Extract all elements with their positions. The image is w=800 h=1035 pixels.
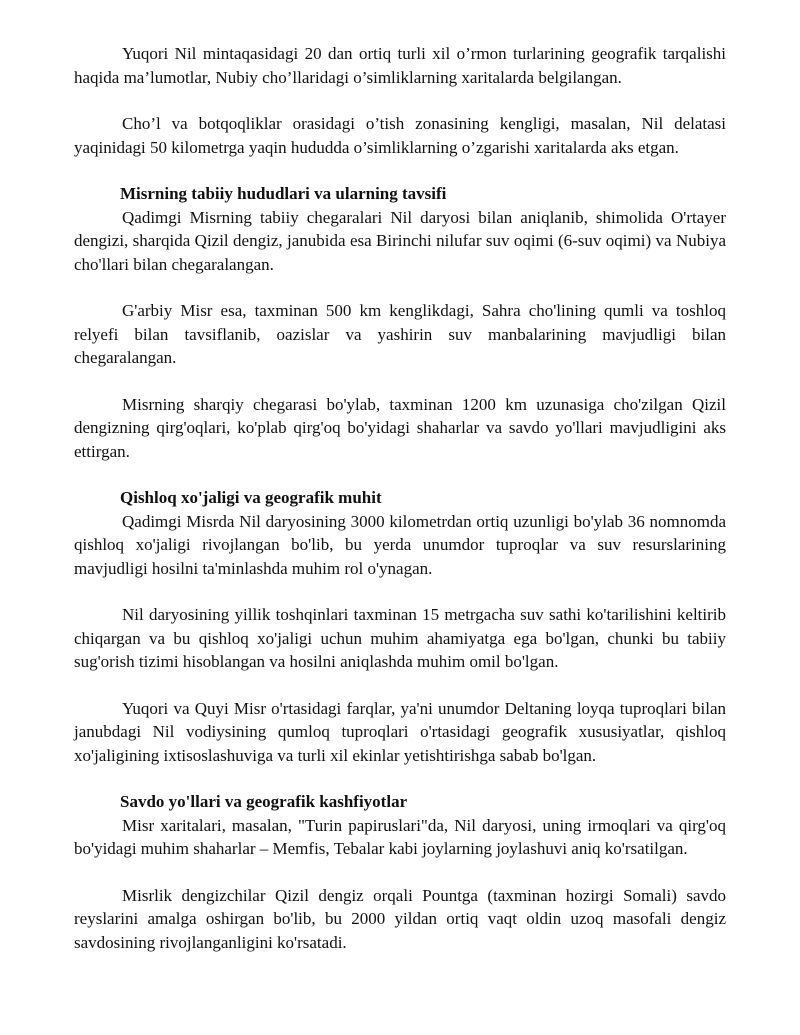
paragraph-natural-borders: Qadimgi Misrning tabiiy chegaralari Nil daryosi bilan aniqlanib, shimolida O'rtayer dengizi, sharqida Qizil dengiz, janubida esa Birinchi nilufar suv oqimi (6-suv oqimi) va Nubiya cho'llari bilan chegaralangan. [74, 207, 726, 274]
section-heading-agriculture: Qishloq xo'jaligi va geografik muhit [120, 488, 382, 507]
paragraph-eastern-border: Misrning sharqiy chegarasi bo'ylab, taxminan 1200 km uzunasiga cho'zilgan Qizil dengizning qirg'oqlari, ko'plab qirg'oq bo'yidagi shaharlar va savdo yo'llari mavjudligini aks ettirgan. [74, 394, 726, 461]
paragraph-nile-agriculture: Qadimgi Misrda Nil daryosining 3000 kilometrdan ortiq uzunligi bo'ylab 36 nomnomda qishloq xo'jaligi rivojlangan bo'lib, bu yerda unumdor tuproqlar va suv resurslarining mavjudligi hosilni ta'minlashda muhim rol o'ynagan. [74, 511, 726, 578]
section-heading-trade-routes: Savdo yo'llari va geografik kashfiyotlar [120, 792, 408, 811]
paragraph-turin-papyrus: Misr xaritalari, masalan, "Turin papiruslari"da, Nil daryosi, uning irmoqlari va qirg'oq bo'yidagi muhim shaharlar – Memfis, Tebalar kabi joylarning joylashuvi aniq ko'rsatilgan. [74, 815, 726, 858]
section-heading-natural-regions: Misrning tabiiy hududlari va ularning tavsifi [120, 184, 447, 203]
paragraph-transition-zone: Cho’l va botqoqliklar orasidagi o’tish zonasining kengligi, masalan, Nil delatasi yaqinidagi 50 kilometrga yaqin hududda o’simliklarning o’zgarishi xaritalarda aks etgan. [74, 114, 726, 157]
paragraph-punt-voyages: Misrlik dengizchilar Qizil dengiz orqali Pountga (taxminan hozirgi Somali) savdo reyslarini amalga oshirgan bo'lib, bu 2000 yildan ortiq vaqt oldin uzoq masofali dengiz savdosining rivojlanganligini ko'rsatadi. [74, 885, 726, 952]
paragraph-western-egypt: G'arbiy Misr esa, taxminan 500 km kenglikdagi, Sahra cho'lining qumli va toshloq relyefi bilan tavsiflanib, oazislar va yashirin suv manbalarining mavjudligi bilan chegaralangan. [74, 301, 726, 367]
paragraph-upper-lower-egypt: Yuqori va Quyi Misr o'rtasidagi farqlar, ya'ni unumdor Deltaning loyqa tuproqlari bilan janubdagi Nil vodiysining qumloq tuproqlari o'rtasidagi geografik xususiyatlar, qishloq xo'jaligining ixtisoslashuviga va turli xil ekinlar yetishtirishga sabab bo'lgan. [74, 698, 726, 765]
paragraph-annual-floods: Nil daryosining yillik toshqinlari taxminan 15 metrgacha suv sathi ko'tarilishini keltirib chiqargan va bu qishloq xo'jaligi uchun muhim ahamiyatga ega bo'lgan, chunki bu tabiiy sug'orish tizimi hisoblangan va hosilni aniqlashda muhim omil bo'lgan. [74, 605, 726, 671]
paragraph-upper-nile-forests: Yuqori Nil mintaqasidagi 20 dan ortiq turli xil o’rmon turlarining geografik tarqalishi haqida ma’lumotlar, Nubiy cho’llaridagi o’simliklarning xaritalarda belgilangan. [74, 44, 726, 87]
document-page [74, 42, 726, 954]
